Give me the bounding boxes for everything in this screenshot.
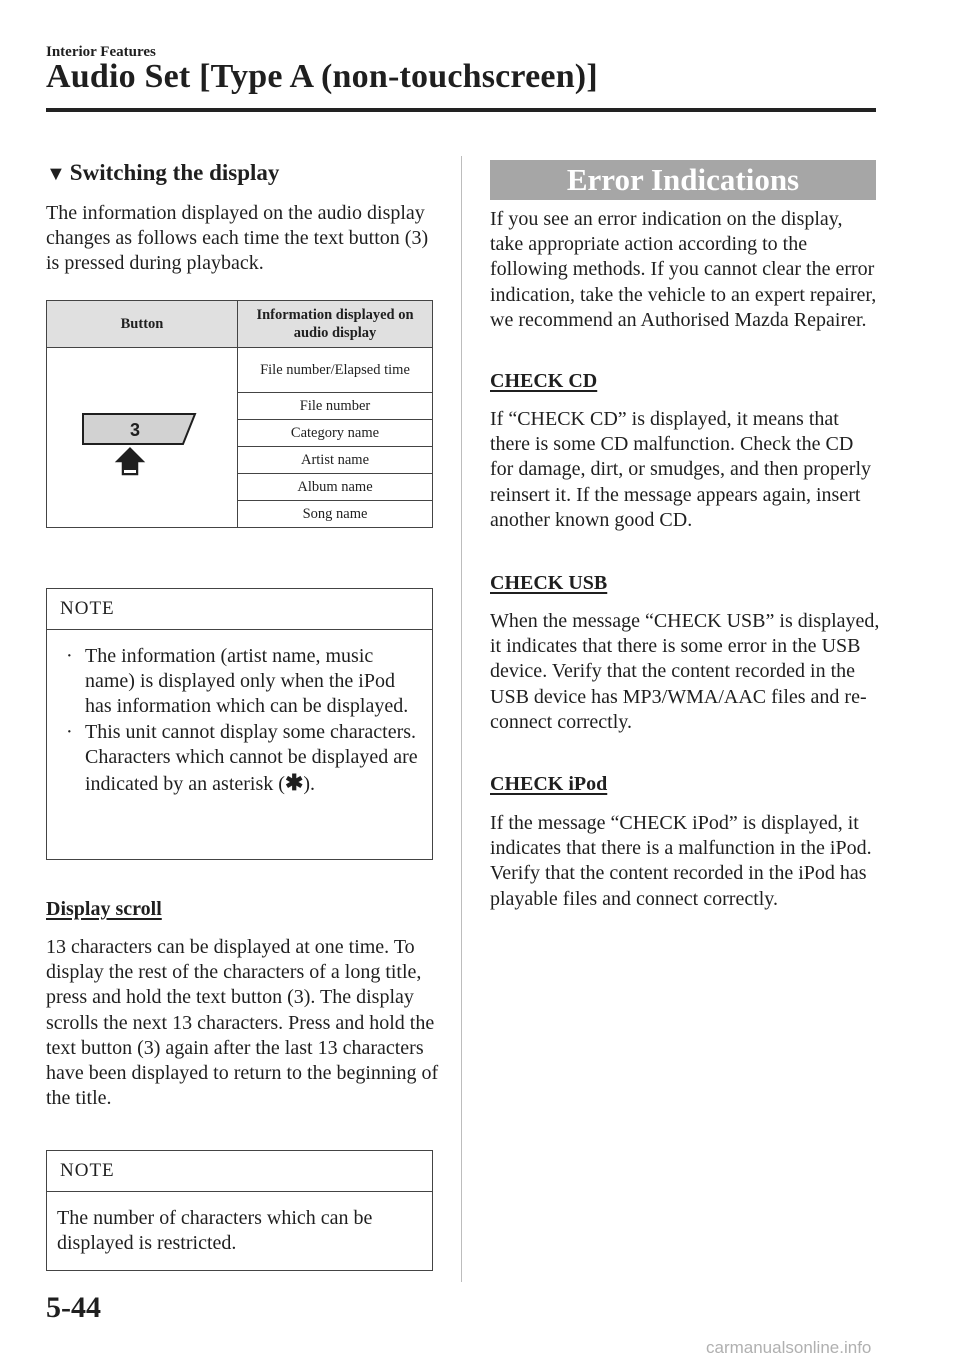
section-heading-text: Switching the display xyxy=(69,160,280,185)
triangle-down-icon: ▼ xyxy=(46,163,66,185)
note-text: The number of characters which can be displayed is restricted. xyxy=(57,1207,373,1255)
note-list xyxy=(60,644,425,797)
table-header-button: Button xyxy=(47,301,238,348)
table-cell-info: Artist name xyxy=(238,447,433,474)
table-cell-info: Song name xyxy=(238,501,433,528)
check-usb-heading: CHECK USB xyxy=(490,572,608,594)
note-label: NOTE xyxy=(60,1160,115,1181)
bullet-icon: · xyxy=(66,645,73,667)
display-scroll-heading: Display scroll xyxy=(46,898,162,920)
text-button-illustration xyxy=(47,348,238,528)
chapter-label: Interior Features xyxy=(46,44,156,60)
table-cell-info: File number/Elapsed time xyxy=(238,348,433,393)
table-cell-info: File number xyxy=(238,393,433,420)
title-rule xyxy=(46,108,876,112)
display-scroll-text: 13 characters can be displayed at one time. To display the rest of the characters of a long title, press and hold the text button (3). The display scrolls the next 13 characters. Press and hold the text button (3) again after the last 13 characters have been displayed to return to the beginning of the title. xyxy=(46,936,439,1110)
error-intro: If you see an error indication on the display, take appropriate action according to the following methods. If you cannot clear the error indication, take the vehicle to an expert repairer, we recommend an Authorised Mazda Repairer. xyxy=(490,208,877,331)
note-item-end: ). xyxy=(303,773,316,796)
list-item xyxy=(60,644,425,720)
note-header xyxy=(47,1151,432,1192)
table-cell-info: Album name xyxy=(238,474,433,501)
check-usb-text: When the message “CHECK USB” is displayed, it indicates that there is some error in the USB device. Verify that the content recorded in the USB device has MP3/WMA/AAC files and re-connect correctly. xyxy=(490,610,880,733)
table-row xyxy=(47,348,433,393)
note-item-text: This unit cannot display some characters. Characters which cannot be displayed are indicated by an asterisk ( xyxy=(85,720,418,796)
text-button-icon xyxy=(77,390,207,480)
asterisk-icon: ✱ xyxy=(284,770,304,796)
page-number: 5-44 xyxy=(46,1291,101,1324)
column-divider xyxy=(461,156,462,1282)
note-box xyxy=(46,1150,433,1271)
watermark: carmanualsonline.info xyxy=(706,1338,872,1357)
display-info-table xyxy=(46,300,433,528)
error-indications-banner: Error Indications xyxy=(490,160,876,200)
check-ipod-heading: CHECK iPod xyxy=(490,773,608,795)
note-item-text: The information (artist name, music name) is displayed only when the iPod has information which can be displayed. xyxy=(85,645,409,718)
note-label: NOTE xyxy=(60,598,115,619)
check-ipod-text: If the message “CHECK iPod” is displayed, it indicates that there is a malfunction in the iPod. Verify that the content recorded in the iPod has playable files and connect correctly. xyxy=(490,812,872,910)
check-cd-heading: CHECK CD xyxy=(490,370,598,392)
check-cd-text: If “CHECK CD” is displayed, it means that there is some CD malfunction. Check the CD for damage, dirt, or smudges, and then properly reinsert it. If the message appears again, insert another known good CD. xyxy=(490,408,872,531)
table-cell-info: Category name xyxy=(238,420,433,447)
note-box xyxy=(46,588,433,860)
switching-intro: The information displayed on the audio display changes as follows each time the text button (3) is pressed during playback. xyxy=(46,202,429,275)
button-number-label: 3 xyxy=(129,420,141,440)
note-header xyxy=(47,589,432,630)
list-item xyxy=(60,720,425,798)
table-header-row xyxy=(47,301,433,348)
bullet-icon: · xyxy=(66,720,73,743)
page-title: Audio Set [Type A (non-touchscreen)] xyxy=(46,58,598,95)
section-heading-switching xyxy=(46,160,279,186)
table-header-info: Information displayed on audio display xyxy=(238,301,433,348)
